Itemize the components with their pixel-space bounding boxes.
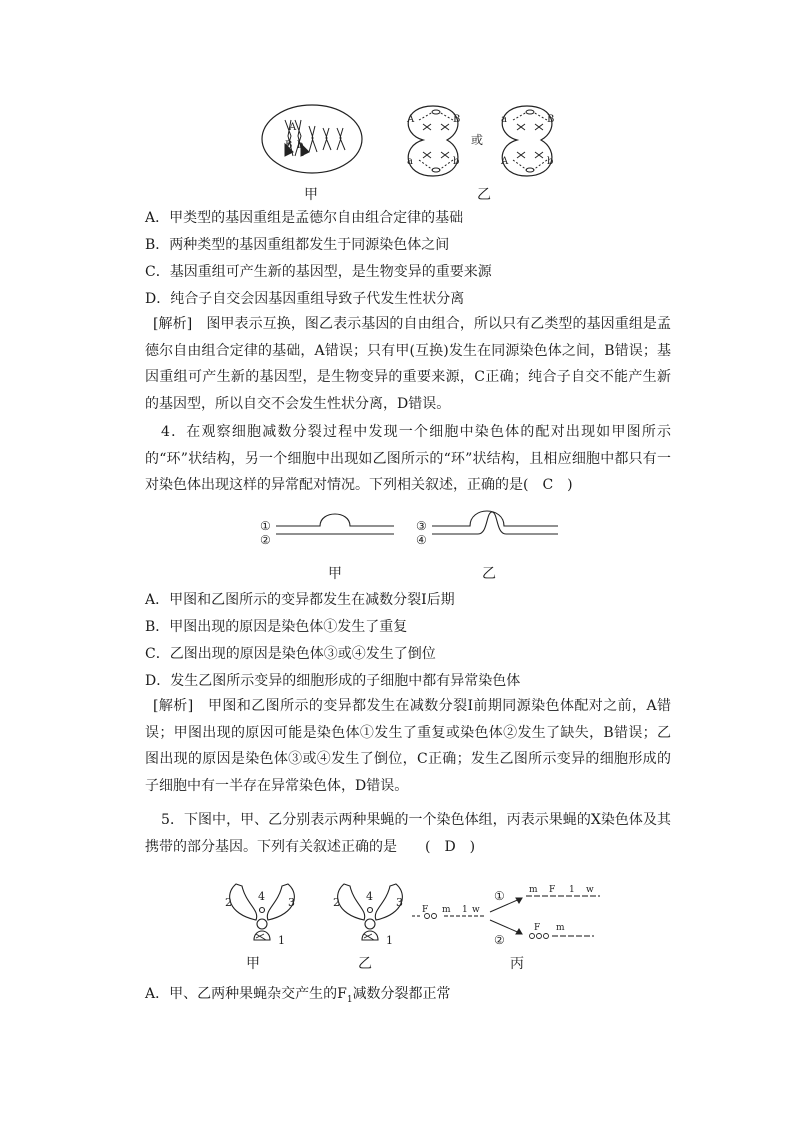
cell-yi-2 bbox=[502, 106, 555, 176]
label-circled-4: ④ bbox=[416, 533, 427, 547]
label-jia-A: A bbox=[289, 122, 297, 133]
label-jia-B: B bbox=[285, 140, 293, 151]
q5-option-a bbox=[145, 984, 451, 1010]
gene-v1-F: F bbox=[549, 885, 556, 895]
q3-option-d: D．纯合子自交会因基因重组导致子代发生性状分离 bbox=[145, 291, 465, 307]
figure-loop-pairing bbox=[258, 506, 562, 556]
q4-stem-text: 4．在观察细胞减数分裂过程中发现一个细胞中染色体的配对出现如甲图所示的“环”状结构，另一个细胞中出现如乙图所示的“环”状结构，且相应细胞中都只有一对染色体出现这样的异常配对情况。下列相关叙述，正确的是( C ) bbox=[145, 424, 671, 493]
q3-analysis bbox=[145, 311, 671, 417]
label-yi2-B: B bbox=[547, 114, 555, 125]
gene-m: m bbox=[442, 905, 451, 915]
label-yi2-b: b bbox=[547, 156, 554, 167]
label-yi1-B: B bbox=[453, 114, 461, 125]
fig1-caption-jia: 甲 bbox=[304, 187, 318, 203]
yi-num-4: 4 bbox=[366, 890, 373, 903]
cell-yi-1 bbox=[408, 106, 461, 176]
q5-option-a-tail: 减数分裂都正常 bbox=[352, 986, 451, 1002]
q4-analysis bbox=[145, 693, 671, 799]
or-label: 或 bbox=[471, 133, 484, 147]
q5-option-a-text: A．甲、乙两种果蝇杂交产生的F bbox=[145, 986, 347, 1002]
gene-v2-m: m bbox=[556, 923, 565, 933]
fig3-caption-bing: 丙 bbox=[510, 956, 524, 972]
yi-num-2: 2 bbox=[333, 896, 340, 909]
gene-F: F bbox=[422, 905, 429, 915]
yi-num-3: 3 bbox=[396, 896, 403, 909]
label-yi2-A: A bbox=[501, 156, 509, 167]
gene-v1-m: m bbox=[529, 885, 538, 895]
q4-option-a: A．甲图和乙图所示的变异都发生在减数分裂Ⅰ后期 bbox=[145, 592, 455, 608]
q3-option-a: A．甲类型的基因重组是孟德尔自由组合定律的基础 bbox=[145, 210, 464, 226]
q5-option-a-subscript: 1 bbox=[346, 994, 353, 1005]
marker-2: ② bbox=[494, 933, 505, 947]
label-circled-1: ① bbox=[260, 519, 271, 533]
q4-option-c: C．乙图出现的原因是染色体③或④发生了倒位 bbox=[145, 646, 436, 662]
jia-num-1: 1 bbox=[278, 934, 285, 947]
chromosome-1 bbox=[276, 514, 394, 526]
q4-analysis-text: [解析] 甲图和乙图所示的变异都发生在减数分裂Ⅰ前期同源染色体配对之前，A错误；甲图出现的原因可能是染色体①发生了重复或染色体②发生了缺失，B错误；乙图出现的原因是染色体③或④发生了倒位，C正确；发生乙图所示变异的细胞形成的子细胞中有一半存在异常染色体，D错误。 bbox=[145, 698, 671, 794]
fig3-caption-yi: 乙 bbox=[358, 956, 372, 972]
gene-v1-1: 1 bbox=[569, 885, 575, 895]
q5-stem-text: 5．下图中，甲、乙分别表示两种果蝇的一个染色体组，丙表示果蝇的X染色体及其携带的部分基因。下列有关叙述正确的是 ( D ) bbox=[145, 812, 671, 855]
gene-v2-F: F bbox=[534, 923, 541, 933]
fig1-caption-yi: 乙 bbox=[477, 187, 491, 203]
fig2-caption-jia: 甲 bbox=[328, 566, 342, 582]
q4-stem bbox=[145, 419, 671, 499]
arrows bbox=[490, 898, 522, 934]
label-yi1-a: a bbox=[407, 156, 413, 167]
jia-num-2: 2 bbox=[225, 896, 232, 909]
label-circled-2: ② bbox=[260, 533, 271, 547]
gene-1: 1 bbox=[462, 905, 468, 915]
figure-fruitfly-chromosomes bbox=[222, 880, 602, 948]
jia-num-3: 3 bbox=[288, 896, 295, 909]
jia-num-4: 4 bbox=[258, 890, 265, 903]
fig3-caption-jia: 甲 bbox=[246, 956, 260, 972]
gene-v1-w: w bbox=[586, 885, 594, 895]
label-yi2-a: a bbox=[501, 114, 507, 125]
label-jia-b: b bbox=[297, 140, 304, 151]
q3-option-c: C．基因重组可产生新的基因型，是生物变异的重要来源 bbox=[145, 264, 492, 280]
q3-analysis-text: [解析] 图甲表示互换，图乙表示基因的自由组合，所以只有乙类型的基因重组是孟德尔自由组合定律的基础，A错误；只有甲(互换)发生在同源染色体之间，B错误；基因重组可产生新的基因型，是生物变异的重要来源，C正确；纯合子自交不能产生新的基因型，所以自交不会发生性状分离，D错误。 bbox=[145, 316, 671, 412]
chromosome-4 bbox=[432, 512, 558, 534]
yi-num-1: 1 bbox=[386, 934, 393, 947]
q4-option-b: B．甲图出现的原因是染色体①发生了重复 bbox=[145, 619, 408, 635]
centromere-variant2 bbox=[530, 934, 549, 939]
fig2-caption-yi: 乙 bbox=[482, 566, 496, 582]
marker-1: ① bbox=[494, 889, 505, 903]
q5-stem bbox=[145, 807, 671, 860]
q4-option-d: D．发生乙图所示变异的细胞形成的子细胞中都有异常染色体 bbox=[145, 673, 521, 689]
gene-w: w bbox=[472, 905, 480, 915]
label-yi1-b: b bbox=[453, 156, 460, 167]
figure-recombination bbox=[255, 98, 575, 188]
chromosome-3 bbox=[432, 511, 558, 526]
q3-option-b: B．两种类型的基因重组都发生于同源染色体之间 bbox=[145, 237, 450, 253]
label-yi1-A: A bbox=[407, 114, 415, 125]
label-circled-3: ③ bbox=[416, 519, 427, 533]
